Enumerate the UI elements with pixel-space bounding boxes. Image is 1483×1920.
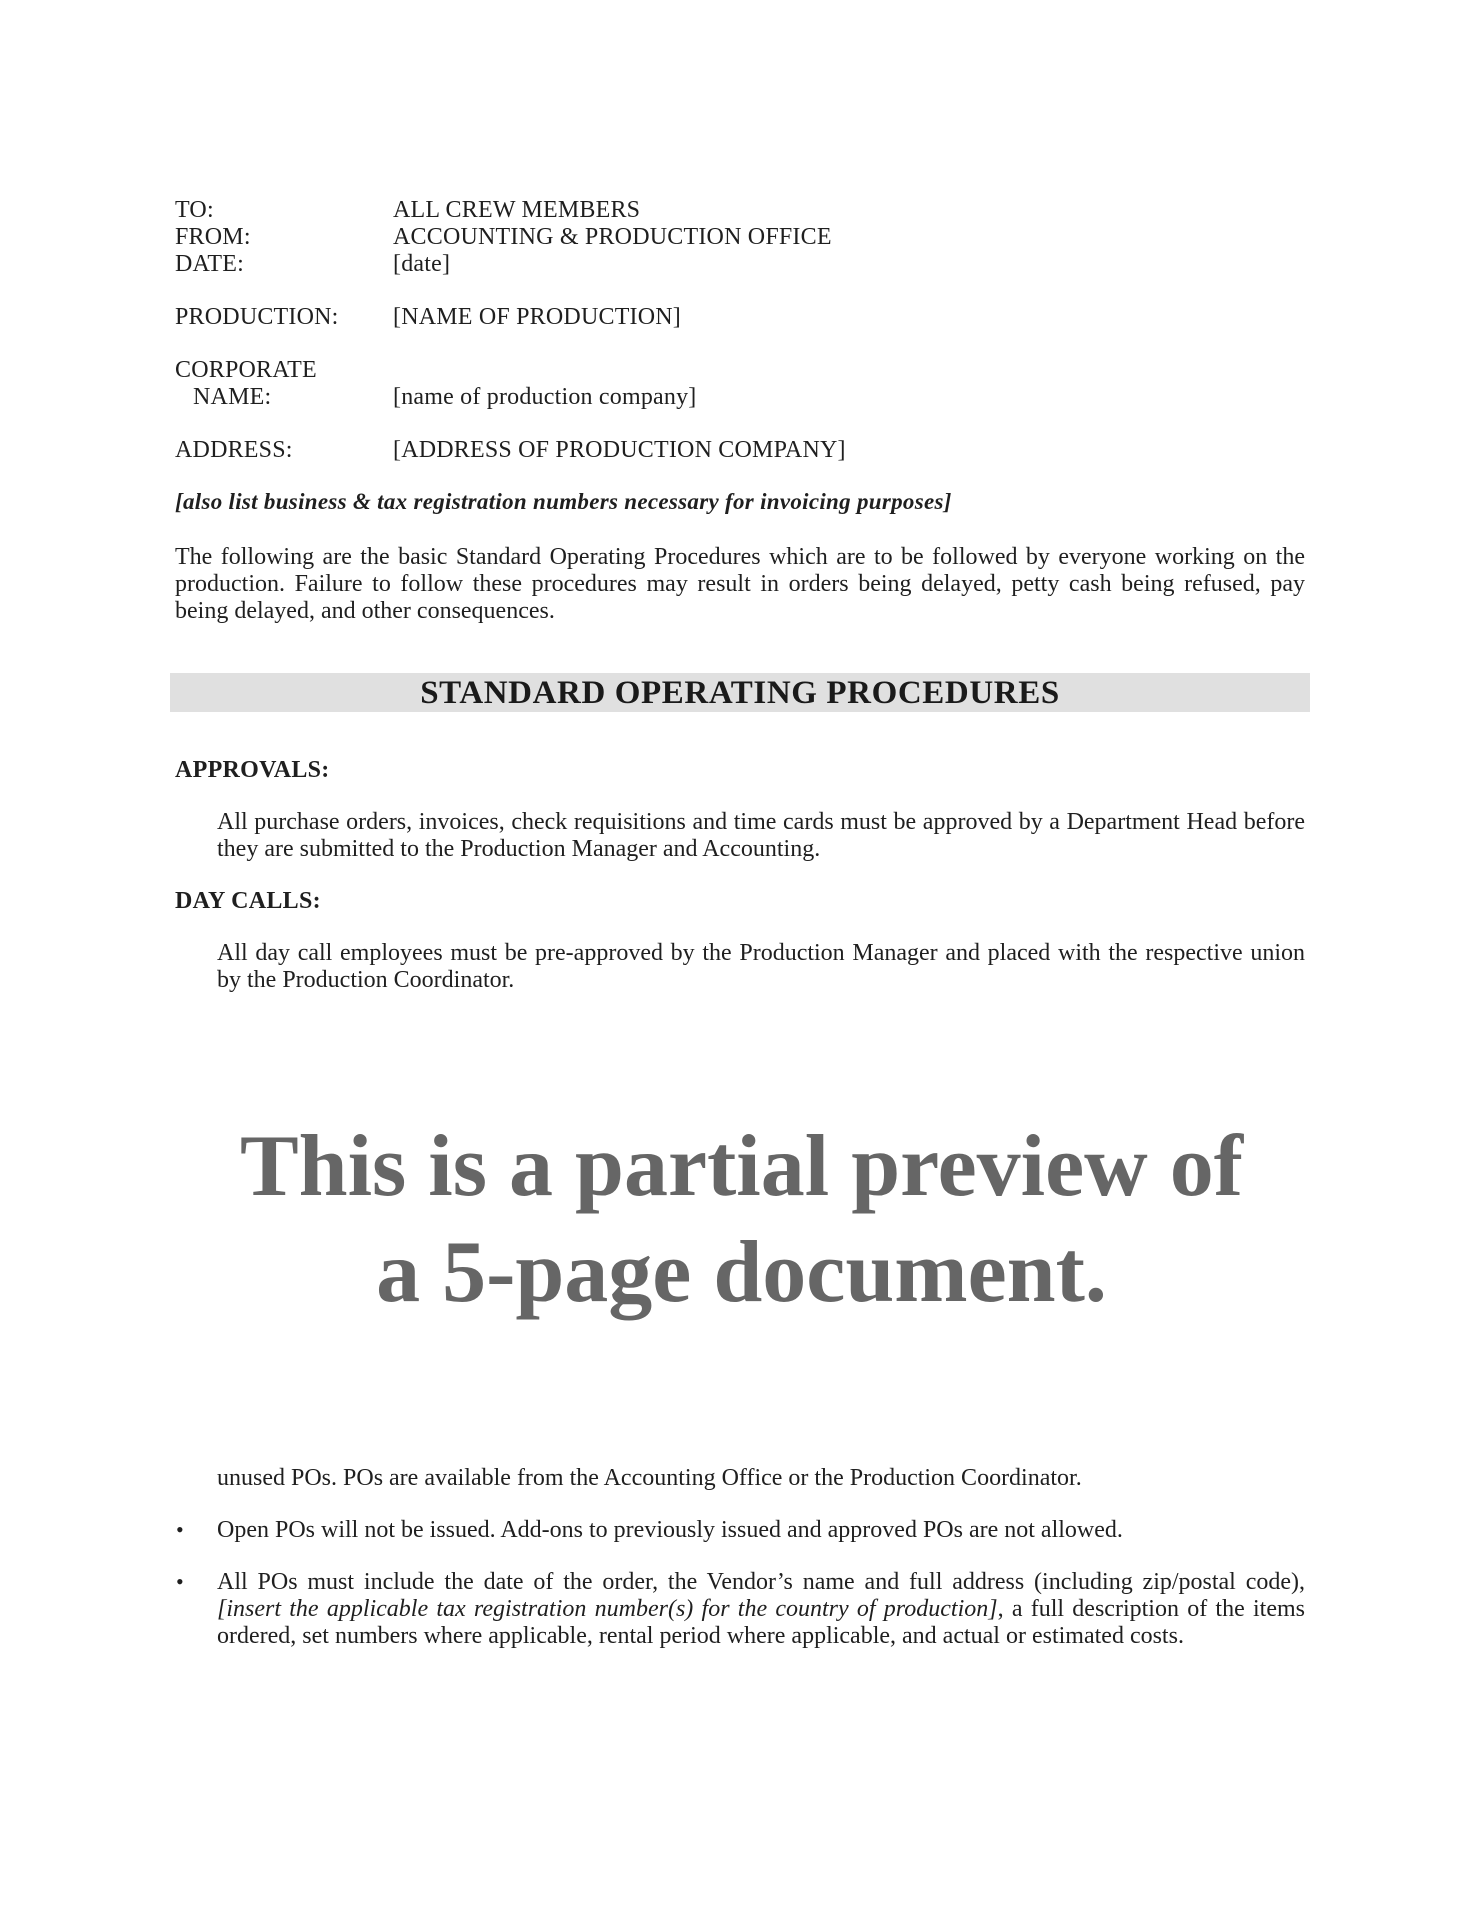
section-title: STANDARD OPERATING PROCEDURES <box>420 675 1060 711</box>
approvals-body: All purchase orders, invoices, check requisitions and time cards must be approved by a Department Head before they are submitted to the Production Manager and Accounting. <box>217 809 1305 862</box>
to-label: TO: <box>175 197 214 223</box>
bullet2-italic-insert: [insert the applicable tax registration number(s) for the country of production] <box>217 1596 998 1622</box>
list-item: Open POs will not be issued. Add-ons to previously issued and approved POs are not allowed. <box>217 1517 1123 1543</box>
corporate-name-label: NAME: <box>193 384 272 410</box>
date-value: [date] <box>393 251 451 277</box>
bullet2-text-part1: All POs must include the date of the order, the Vendor’s name and full address (including zip/postal code), <box>217 1569 1305 1595</box>
bullet-icon: • <box>176 1569 184 1594</box>
approvals-heading: APPROVALS: <box>175 757 330 783</box>
watermark-line-2: a 5-page document. <box>376 1224 1107 1321</box>
bullet-icon: • <box>176 1517 184 1542</box>
watermark-line-1: This is a partial preview of <box>239 1118 1244 1215</box>
address-value: [ADDRESS OF PRODUCTION COMPANY] <box>393 437 846 463</box>
corporate-label: CORPORATE <box>175 357 317 383</box>
corporate-value: [name of production company] <box>393 384 697 410</box>
bullet2-text-part2: , a full description of the items ordered, set numbers where applicable, rental period where applicable, and actual or estimated costs. <box>217 1596 1305 1649</box>
production-label: PRODUCTION: <box>175 304 339 330</box>
preview-watermark <box>0 1114 1483 1326</box>
day-calls-heading: DAY CALLS: <box>175 888 321 914</box>
list-item <box>217 1569 1305 1650</box>
date-label: DATE: <box>175 251 244 277</box>
from-value: ACCOUNTING & PRODUCTION OFFICE <box>393 224 832 250</box>
day-calls-body: All day call employees must be pre-approved by the Production Manager and placed with the respective union by the Production Coordinator. <box>217 940 1305 993</box>
from-label: FROM: <box>175 224 251 250</box>
production-value: [NAME OF PRODUCTION] <box>393 304 682 330</box>
address-label: ADDRESS: <box>175 437 293 463</box>
registration-note: [also list business & tax registration numbers necessary for invoicing purposes] <box>175 489 952 514</box>
intro-paragraph: The following are the basic Standard Operating Procedures which are to be followed by everyone working on the production. Failure to follow these procedures may result in orders being delayed, petty cash being refused, pay being delayed, and other consequences. <box>175 544 1305 624</box>
to-value: ALL CREW MEMBERS <box>393 197 641 223</box>
continuation-text: unused POs. POs are available from the Accounting Office or the Production Coordinator. <box>217 1465 1082 1491</box>
